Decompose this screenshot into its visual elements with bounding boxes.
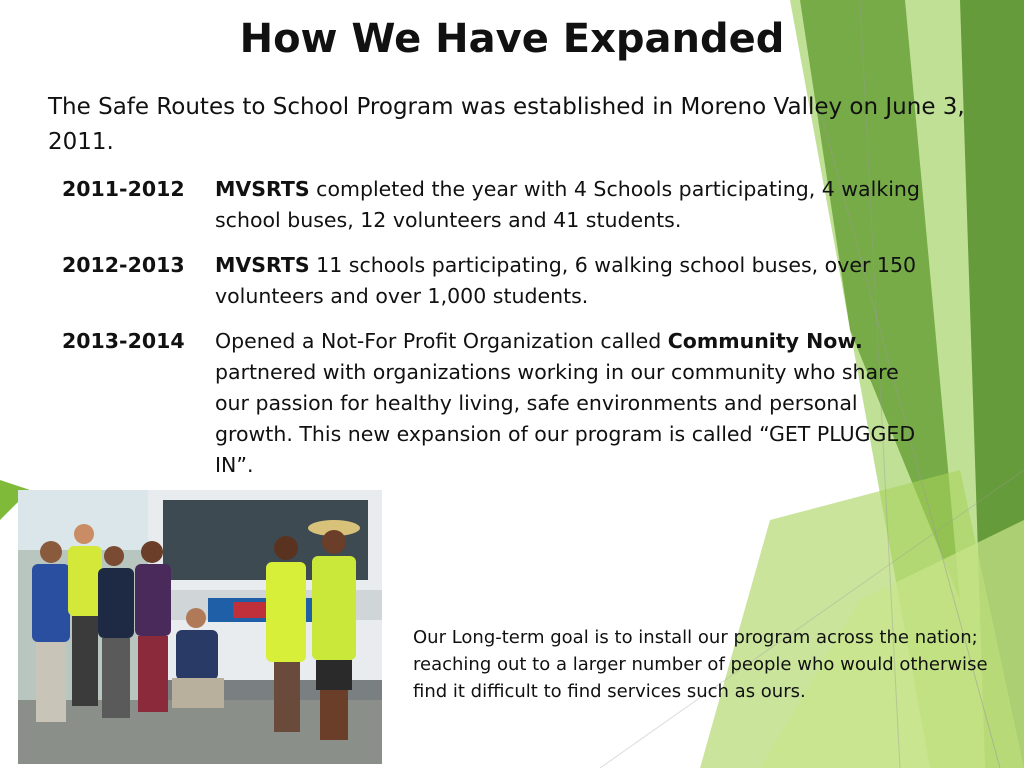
- timeline-description: MVSRTS 11 schools participating, 6 walking school buses, over 150 volunteers and over 1,000 students.: [215, 253, 917, 308]
- person-2: [68, 524, 102, 706]
- program-name: MVSRTS: [215, 177, 310, 201]
- person-3: [98, 546, 134, 718]
- timeline-year: 2012-2013: [62, 253, 185, 277]
- timeline-year: 2011-2012: [62, 177, 185, 201]
- long-term-goal-text: Our Long-term goal is to install our program across the nation; reaching out to a larger number of people who would otherwise find it difficult to find services such as ours.: [413, 627, 988, 702]
- timeline-description: MVSRTS completed the year with 4 Schools participating, 4 walking school buses, 12 volunteers and 41 students.: [215, 177, 920, 232]
- program-name: MVSRTS: [215, 253, 310, 277]
- person-1: [32, 541, 70, 722]
- timeline-year: 2013-2014: [62, 329, 185, 353]
- organization-name: Community Now.: [667, 329, 863, 353]
- intro-paragraph: The Safe Routes to School Program was established in Moreno Valley on June 3, 2011.: [48, 94, 965, 155]
- volunteers-photo: [18, 490, 382, 764]
- timeline-entry-2012: [62, 250, 942, 312]
- timeline-entry-2013: [62, 326, 942, 481]
- person-4: [135, 541, 171, 712]
- timeline-entry-2011: [62, 174, 942, 236]
- slide-title: How We Have Expanded: [239, 16, 785, 62]
- timeline-description: Opened a Not-For Profit Organization called Community Now. partnered with organizations working in our community who share our passion for healthy living, safe environments and personal growth. This new expansion of our program is called “GET PLUGGED IN”.: [215, 329, 916, 477]
